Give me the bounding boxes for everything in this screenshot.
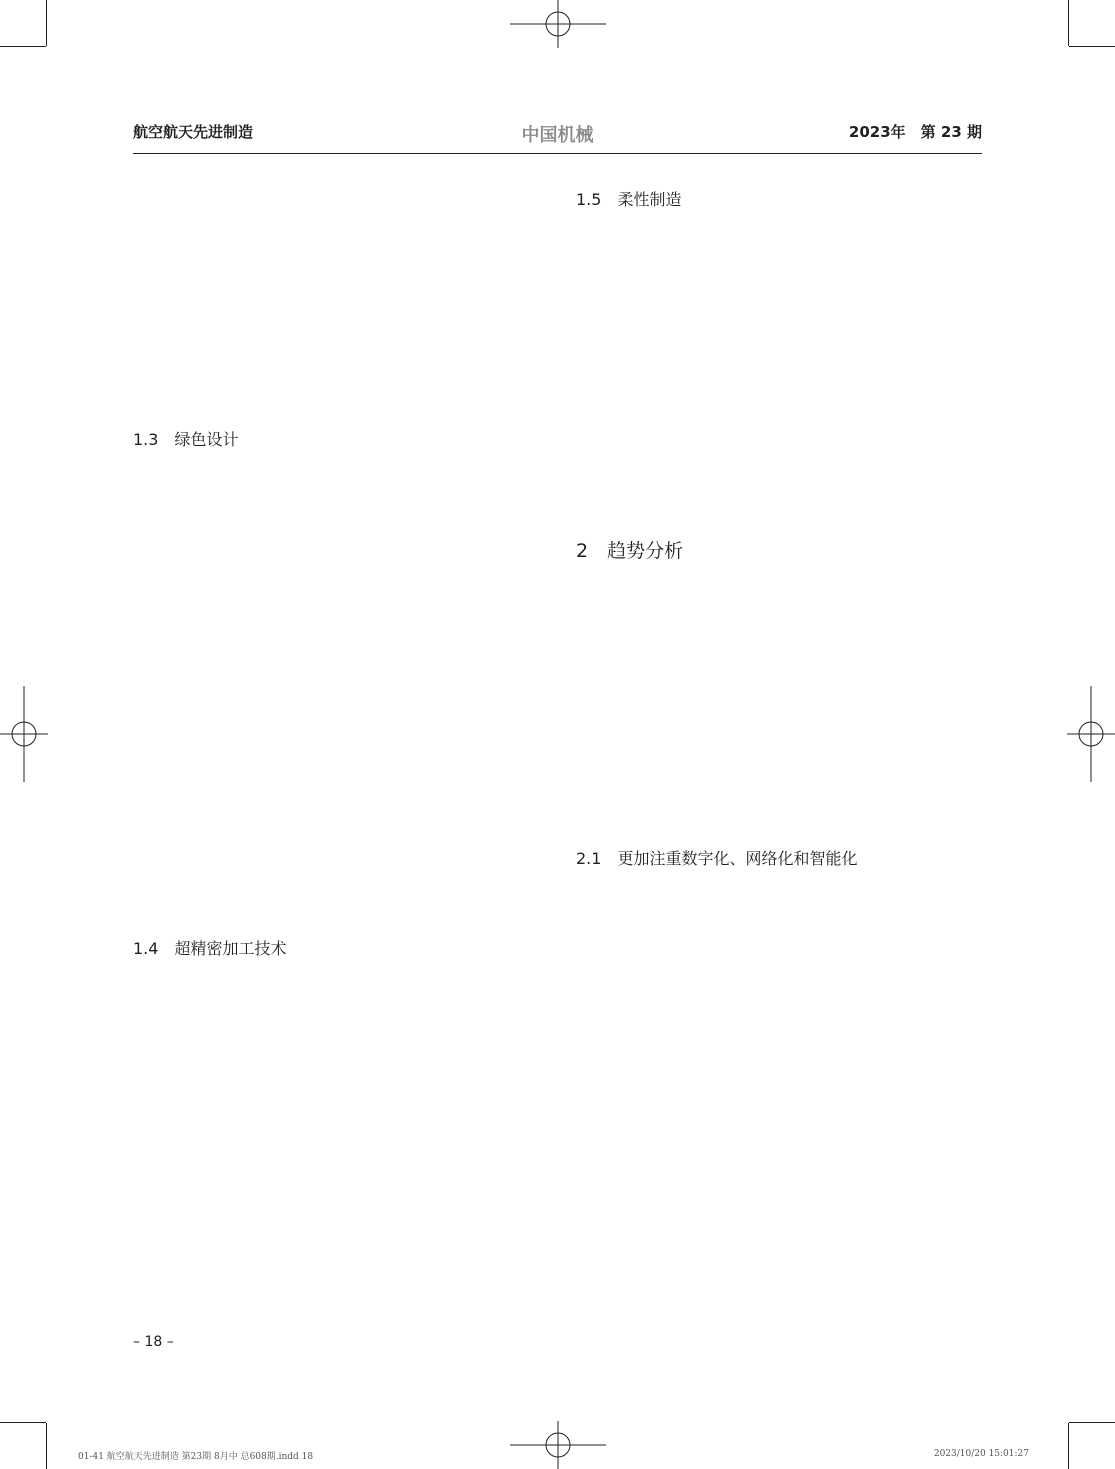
footer-file: 01-41 航空航天先进制造 第23期 8月中 总608期.indd 18 — [78, 1452, 314, 1462]
journal-title: 航空航天先进制造 — [133, 123, 254, 141]
heading-1-4: 1.4 超精密加工技术 — [133, 939, 287, 958]
header-rule — [133, 153, 982, 154]
registration-mark-icon — [0, 686, 48, 782]
heading-1-3: 1.3 绿色设计 — [133, 430, 239, 449]
footer-timestamp: 2023/10/20 15:01:27 — [933, 1449, 1029, 1459]
registration-mark-icon — [1067, 686, 1115, 782]
crop-mark — [1069, 46, 1115, 47]
crop-mark — [0, 1422, 46, 1423]
crop-mark — [1068, 1423, 1069, 1469]
heading-2: 2 趋势分析 — [576, 540, 684, 562]
registration-mark-icon — [510, 0, 606, 48]
magazine-title: 中国机械 — [521, 125, 594, 146]
crop-mark — [0, 46, 46, 47]
registration-mark-icon — [510, 1421, 606, 1469]
crop-mark — [1069, 1422, 1115, 1423]
crop-mark — [46, 1423, 47, 1469]
page-number: – 18 – — [133, 1334, 174, 1350]
issue-info: 2023年 第 23 期 — [848, 123, 982, 141]
heading-1-5: 1.5 柔性制造 — [576, 190, 682, 209]
crop-mark — [46, 0, 47, 46]
crop-mark — [1068, 0, 1069, 46]
heading-2-1: 2.1 更加注重数字化、网络化和智能化 — [576, 849, 858, 868]
